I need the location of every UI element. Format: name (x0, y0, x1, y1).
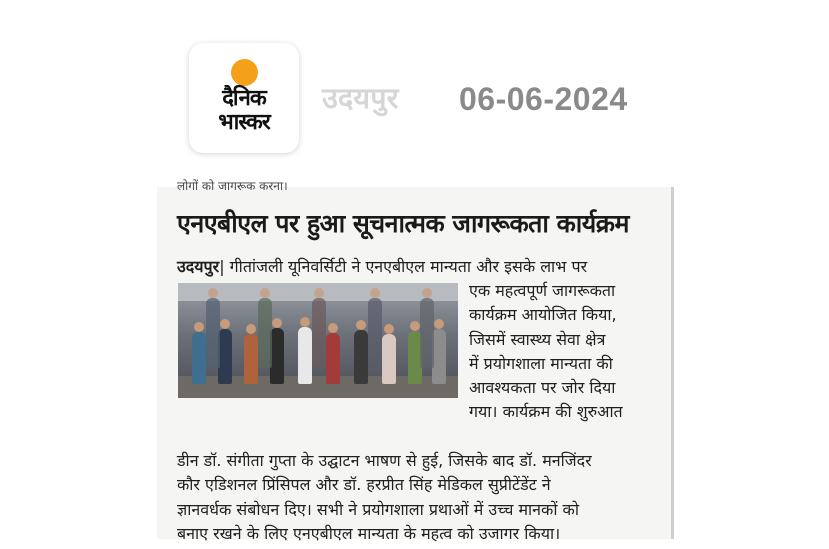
photo-person (354, 330, 368, 384)
photo-person (270, 328, 284, 384)
article-line: कार्यक्रम आयोजित किया, (469, 305, 617, 325)
article-line: ज्ञानवर्धक संबोधन दिए। सभी ने प्रयोगशाला प्रथाओं में उच्च मानकों को (177, 499, 579, 519)
photo-person (326, 333, 340, 384)
dainik-bhaskar-logo (189, 43, 299, 153)
article-bottom-paragraph (177, 449, 667, 546)
group-photo (178, 283, 458, 398)
logo-text-line1: दैनिक (222, 86, 266, 111)
photo-person (244, 334, 258, 384)
article-line: बनाए रखने के लिए एनएबीएल मान्यता के महत्व को उजागर किया। (177, 523, 561, 543)
clipped-previous-line: लोगों को जागरूक करना। (177, 179, 288, 193)
photo-person (382, 334, 396, 384)
article-right-column (469, 279, 669, 425)
dateline-place: उदयपुर (177, 257, 220, 276)
photo-person (258, 298, 272, 368)
article-line: में प्रयोगशाला मान्यता की (469, 353, 613, 373)
article-line: डीन डॉ. संगीता गुप्ता के उद्घाटन भाषण से हुई, जिसके बाद डॉ. मनजिंदर (177, 451, 592, 470)
article-line: जिसमें स्वास्थ्य सेवा क्षेत्र (469, 329, 606, 349)
article-line: कौर एडिशनल प्रिंसिपल और डॉ. हरप्रीत सिंह मेडिकल सुप्रीटेंडेंट ने (177, 475, 551, 495)
photo-person (218, 329, 232, 384)
newspaper-clipping (157, 179, 674, 543)
article-line: एक महत्वपूर्ण जागरूकता (469, 281, 616, 300)
photo-person (432, 329, 446, 384)
photo-person (420, 298, 434, 368)
sun-icon (231, 59, 258, 86)
first-line-text: | गीतांजली यूनिवर्सिटी ने एनएबीएल मान्यता और इसके लाभ पर (219, 257, 588, 276)
article-headline: एनएबीएल पर हुआ सूचनात्मक जागरूकता कार्यक्रम (177, 209, 629, 238)
logo-text-line2: भास्कर (218, 110, 270, 135)
photo-person (312, 298, 326, 368)
header-date: 06-06-2024 (459, 81, 628, 117)
photo-person (298, 327, 312, 384)
article-line: गया। कार्यक्रम की शुरुआत (469, 402, 623, 422)
article-first-line (177, 255, 667, 279)
article-line: आवश्यकता पर जोर दिया (469, 378, 616, 398)
photo-person (206, 298, 220, 368)
photo-person (192, 332, 206, 384)
photo-person (368, 298, 382, 368)
header-city: उदयपुर (322, 81, 399, 115)
